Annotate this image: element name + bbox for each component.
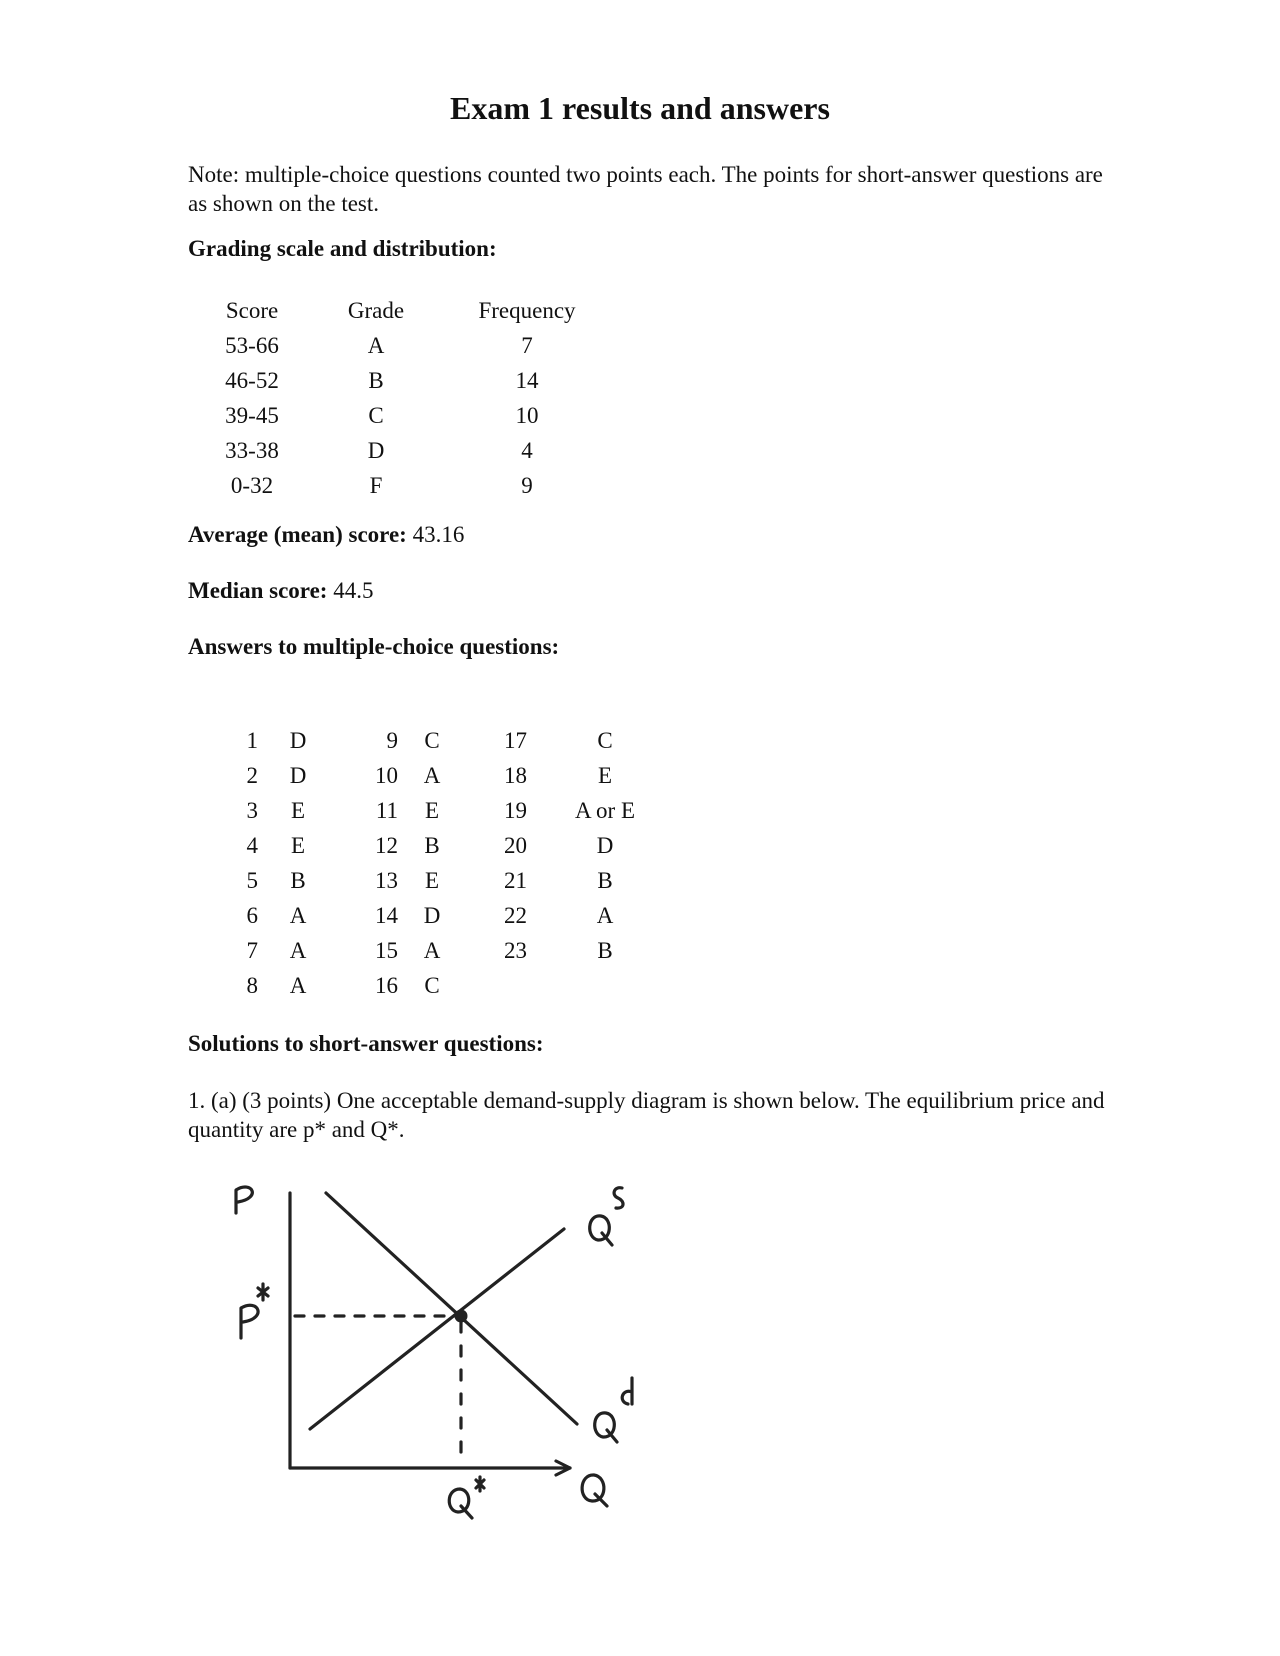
mc-answer: A [596, 903, 614, 928]
p-star-label [241, 1284, 268, 1338]
mc-answer: B [424, 833, 440, 858]
mc-answer: A [423, 938, 441, 963]
grading-header-1: Grade [347, 298, 405, 323]
grading-heading: Grading scale and distribution: [188, 236, 497, 261]
mc-question-number: 3 [246, 798, 258, 823]
grading-cell: 0-32 [230, 473, 274, 498]
mc-answer: E [424, 798, 440, 823]
mc-answer: D [289, 728, 307, 753]
demand-label [595, 1378, 632, 1442]
median-label: Median score: [188, 578, 328, 603]
q-axis-label [582, 1475, 607, 1506]
mc-question-number: 12 [375, 833, 398, 858]
mc-question-number: 4 [246, 833, 258, 858]
mc-question-number: 14 [375, 903, 398, 928]
mean-label: Average (mean) score: [188, 522, 407, 547]
grading-cell: 7 [521, 333, 533, 358]
mc-answer: A [289, 938, 307, 963]
mc-answer: C [424, 728, 440, 753]
mc-answer: B [597, 868, 613, 893]
grading-header-2: Frequency [478, 298, 576, 323]
demand-curve [326, 1193, 577, 1424]
grading-cell: 9 [521, 473, 533, 498]
mc-question-number: 7 [246, 938, 258, 963]
mc-answer: B [597, 938, 613, 963]
grading-cell: B [368, 368, 384, 393]
short-answer-heading: Solutions to short-answer questions: [188, 1031, 544, 1056]
mc-answer: A [423, 763, 441, 788]
mc-question-number: 10 [375, 763, 398, 788]
mc-answer: E [290, 798, 306, 823]
grading-header-0: Score [225, 298, 279, 323]
mc-question-number: 8 [246, 973, 258, 998]
grading-cell: 4 [521, 438, 533, 463]
grading-cell: A [367, 333, 385, 358]
grading-cell: 46-52 [225, 368, 279, 393]
q-star-label [449, 1477, 484, 1518]
mc-answer: C [424, 973, 440, 998]
mc-question-number: 23 [504, 938, 527, 963]
equilibrium-point [455, 1310, 468, 1323]
grading-cell: F [369, 473, 383, 498]
grading-cell: C [368, 403, 384, 428]
grading-cell: 53-66 [225, 333, 279, 358]
mean-value: 43.16 [412, 522, 465, 547]
mc-question-number: 1 [246, 728, 258, 753]
mc-question-number: 2 [246, 763, 258, 788]
mc-answer: A [289, 903, 307, 928]
mc-answer: B [290, 868, 306, 893]
supply-label [590, 1188, 623, 1245]
mc-question-number: 17 [504, 728, 527, 753]
question-1a-text: 1. (a) (3 points) One acceptable demand-supply diagram is shown below. The equilibrium price and quantity are p* and Q*. [188, 1088, 1105, 1142]
mc-question-number: 19 [504, 798, 527, 823]
grading-cell: 39-45 [225, 403, 279, 428]
mc-answer: D [596, 833, 614, 858]
p-axis-label [236, 1187, 252, 1213]
mc-answer: D [423, 903, 441, 928]
mc-question-number: 16 [375, 973, 398, 998]
median-value: 44.5 [333, 578, 374, 603]
mc-question-number: 21 [504, 868, 527, 893]
grading-cell: 33-38 [225, 438, 279, 463]
mc-question-number: 5 [246, 868, 258, 893]
mc-answer: A [289, 973, 307, 998]
supply-curve [310, 1229, 564, 1429]
grading-cell: D [367, 438, 385, 463]
note-paragraph: Note: multiple-choice questions counted two points each. The points for short-answer questions are as shown on the test. [188, 162, 1103, 216]
mc-answer: A or E [574, 798, 636, 823]
mc-question-number: 13 [375, 868, 398, 893]
mc-question-number: 15 [375, 938, 398, 963]
mc-answer: E [290, 833, 306, 858]
mc-question-number: 22 [504, 903, 527, 928]
mc-question-number: 18 [504, 763, 527, 788]
mc-answer: C [597, 728, 613, 753]
mc-question-number: 11 [375, 798, 398, 823]
mc-question-number: 9 [386, 728, 398, 753]
mc-question-number: 6 [246, 903, 258, 928]
grading-cell: 14 [515, 368, 539, 393]
mc-answer: D [289, 763, 307, 788]
mc-answer: E [424, 868, 440, 893]
mc-question-number: 20 [504, 833, 527, 858]
mc-answer: E [597, 763, 613, 788]
mc-heading: Answers to multiple-choice questions: [188, 634, 560, 659]
page-title: Exam 1 results and answers [450, 90, 830, 126]
grading-cell: 10 [515, 403, 539, 428]
